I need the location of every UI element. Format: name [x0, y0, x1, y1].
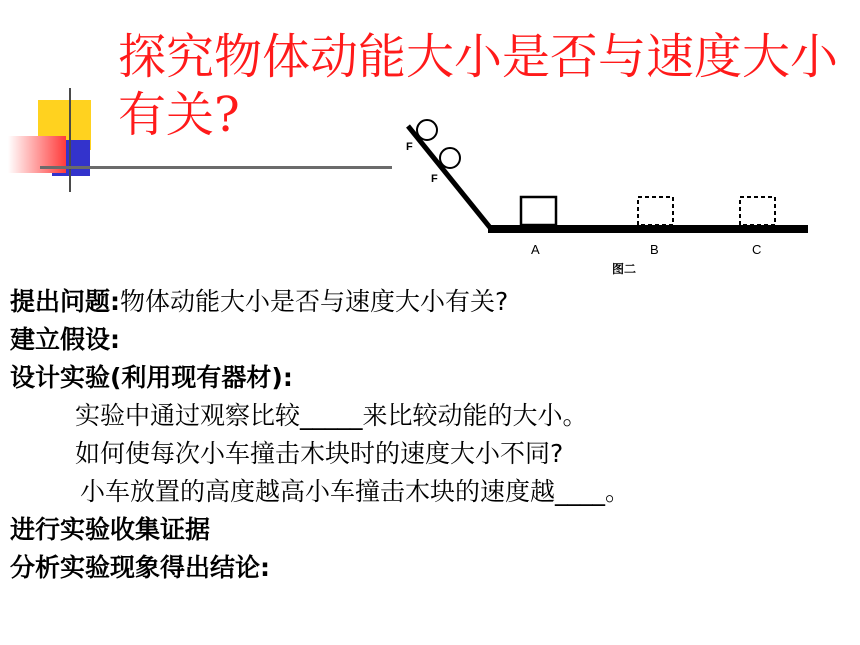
slide-body	[10, 283, 850, 587]
experiment-diagram	[400, 108, 820, 280]
block-b-dashed	[638, 197, 673, 225]
slide-title: 探究物体动能大小是否与速度大小有关?	[118, 29, 839, 143]
label-f2: F	[431, 173, 438, 185]
question-text: 物体动能大小是否与速度大小有关?	[120, 287, 509, 316]
label-a: A	[531, 242, 540, 257]
experiment-line: 进行实验收集证据	[10, 515, 211, 544]
question-label: 提出问题:	[10, 287, 120, 316]
observation-line: 实验中通过观察比较_____来比较动能的大小。	[75, 401, 588, 430]
corner-decoration	[0, 0, 120, 200]
conclusion-line: 分析实验现象得出结论:	[10, 553, 270, 582]
ball-lower	[440, 148, 460, 168]
block-a	[521, 197, 556, 225]
figure-caption: 图二	[612, 262, 637, 276]
incline-ramp	[408, 126, 492, 230]
label-c: C	[752, 242, 762, 257]
block-c-dashed	[740, 197, 775, 225]
title-underline	[40, 166, 392, 169]
label-f1: F	[406, 141, 413, 153]
question-line	[10, 283, 850, 321]
label-b: B	[650, 242, 659, 257]
speed-question-line: 如何使每次小车撞击木块时的速度大小不同?	[75, 439, 564, 468]
ball-top	[417, 120, 437, 140]
height-line: 小车放置的高度越高小车撞击木块的速度越____。	[80, 477, 631, 506]
hypothesis-line: 建立假设:	[10, 325, 120, 354]
design-line: 设计实验(利用现有器材):	[10, 363, 293, 392]
